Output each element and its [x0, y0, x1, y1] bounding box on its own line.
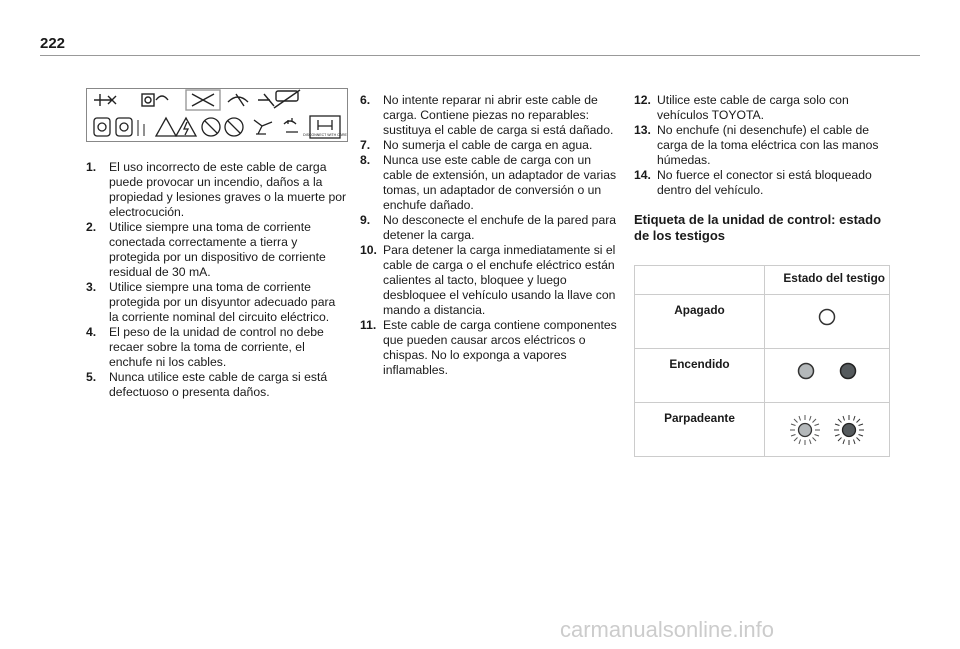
table-row [635, 403, 890, 457]
list-item [360, 318, 620, 378]
item-number: 7. [360, 138, 371, 152]
item-number: 11. [360, 318, 377, 332]
list-item [360, 153, 620, 213]
list-item [86, 370, 348, 400]
item-text: No enchufe (ni desenchufe) el cable de carga de la toma eléctrica con las manos húmedas. [657, 123, 879, 167]
item-text: No intente reparar ni abrir este cable de carga. Contiene piezas no reparables: sustituya el cable de carga si está dañado. [383, 93, 614, 137]
item-number: 13. [634, 123, 651, 137]
section-title: Etiqueta de la unidad de control: estado de los testigos [634, 212, 882, 243]
item-text: Para detener la carga inmediatamente si el cable de carga o el enchufe eléctrico están calientes al tacto, bloquee y luego desbloquee el vehículo usando la llave con mando a distancia. [383, 243, 616, 317]
item-number: 6. [360, 93, 371, 107]
item-text: Utilice este cable de carga solo con vehículos TOYOTA. [657, 93, 849, 122]
item-number: 8. [360, 153, 371, 167]
item-text: El uso incorrecto de este cable de carga puede provocar un incendio, daños a la propiedad y lesiones graves o la muerte por electrocución. [109, 160, 347, 219]
list-item [360, 213, 620, 243]
lamp-on-dark-icon [837, 360, 859, 382]
indicator-status-table [634, 265, 890, 457]
lamp-blink-light-icon [789, 414, 821, 446]
table-row [635, 295, 890, 349]
list-item [86, 220, 348, 280]
item-text: Nunca use este cable de carga con un cable de extensión, un adaptador de varias tomas, un adaptador de conversión o un enchufe dañado. [383, 153, 617, 212]
item-number: 1. [86, 160, 97, 174]
item-text: Nunca utilice este cable de carga si está defectuoso o presenta daños. [109, 370, 328, 399]
lamp-cell [765, 403, 890, 457]
lamp-cell [765, 349, 890, 403]
item-text: No sumerja el cable de carga en agua. [383, 138, 593, 152]
item-number: 4. [86, 325, 97, 339]
page-number: 222 [40, 35, 66, 52]
column-1 [86, 88, 348, 400]
row-label: Apagado [635, 295, 765, 349]
list-item [360, 138, 620, 153]
watermark: carmanualsonline.info [560, 617, 775, 642]
table-row [635, 349, 890, 403]
list-item [86, 325, 348, 370]
list-item [360, 93, 620, 138]
item-number: 3. [86, 280, 97, 294]
lamp-blink-dark-icon [833, 414, 865, 446]
item-text: Utilice siempre una toma de corriente conectada correctamente a tierra y protegida por un dispositivo de corriente residual de 30 mA. [109, 220, 326, 279]
item-number: 12. [634, 93, 651, 107]
header-rule [40, 55, 920, 56]
svg-text:DISCONNECT WITH CARE: DISCONNECT WITH CARE [303, 133, 347, 137]
instruction-list-1 [86, 160, 348, 400]
table-header-empty [635, 266, 765, 295]
lamp-cell [765, 295, 890, 349]
item-text: No desconecte el enchufe de la pared para detener la carga. [383, 213, 617, 242]
row-label: Encendido [635, 349, 765, 403]
list-item [634, 123, 892, 168]
item-number: 5. [86, 370, 97, 384]
item-number: 10. [360, 243, 377, 257]
item-text: Utilice siempre una toma de corriente protegida por un disyuntor adecuado para la corriente nominal del circuito eléctrico. [109, 280, 336, 324]
item-text: No fuerce el conector si está bloqueado dentro del vehículo. [657, 168, 872, 197]
item-number: 9. [360, 213, 371, 227]
item-number: 2. [86, 220, 97, 234]
list-item [86, 160, 348, 220]
list-item [360, 243, 620, 318]
warning-label-illustration [86, 88, 348, 142]
item-text: Este cable de carga contiene componentes que pueden causar arcos eléctricos o chispas. No lo exponga a vapores inflamables. [383, 318, 617, 377]
lamp-on-light-icon [795, 360, 817, 382]
table-header: Estado del testigo [765, 266, 890, 295]
lamp-off-icon [816, 306, 838, 328]
item-number: 14. [634, 168, 651, 182]
column-3 [634, 93, 892, 457]
column-2 [360, 93, 620, 378]
table-header-row [635, 266, 890, 295]
list-item [634, 93, 892, 123]
item-text: El peso de la unidad de control no debe recaer sobre la toma de corriente, el enchufe ni los cables. [109, 325, 324, 369]
row-label: Parpadeante [635, 403, 765, 457]
list-item [86, 280, 348, 325]
list-item [634, 168, 892, 198]
